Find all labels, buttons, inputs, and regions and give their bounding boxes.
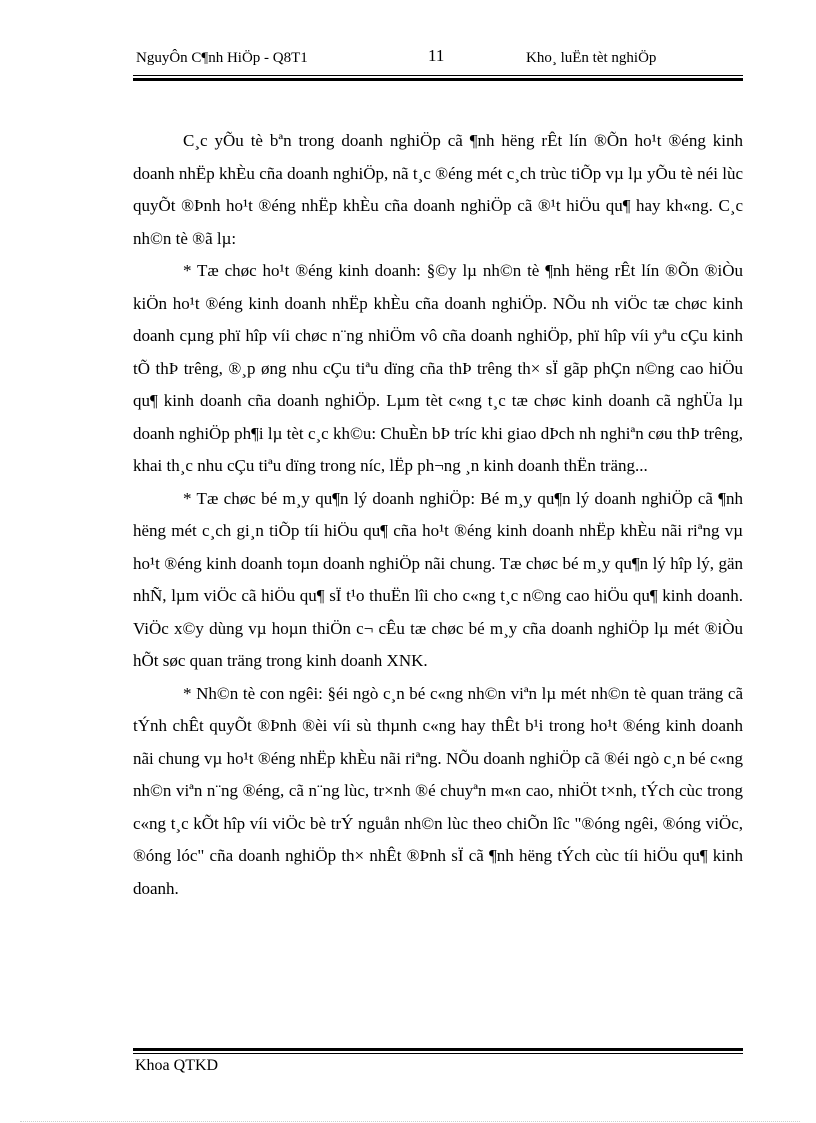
body-text xyxy=(133,125,743,905)
footer-rule-thick xyxy=(133,1048,743,1051)
header-doc-type: Kho¸ luËn tèt nghiÖp xyxy=(526,50,657,66)
page-header xyxy=(133,46,743,74)
header-author: NguyÔn C¶nh HiÖp - Q8T1 xyxy=(136,50,308,66)
page-edge xyxy=(20,1121,800,1122)
footer-rule-thin xyxy=(133,1053,743,1054)
header-rule-thin xyxy=(133,75,743,76)
footer-department: Khoa QTKD xyxy=(135,1057,219,1074)
paragraph-intro: C¸c yÕu tè bªn trong doanh nghiÖp cã ¶nh hëng rÊt lín ®Õn ho¹t ®éng kinh doanh nhËp khÈu cña doanh nghiÖp, nã t¸c ®éng mét c¸ch trùc tiÕp vµ lµ yÕu tè néi lùc quyÕt ®Þnh ho¹t ®éng nhËp khÈu cña doanh nghiÖp cã ®¹t hiÖu qu¶ hay kh«ng. C¸c nh©n tè ®ã lµ: xyxy=(133,131,743,248)
paragraph-business-organization: * Tæ chøc ho¹t ®éng kinh doanh: §©y lµ nh©n tè ¶nh hëng rÊt lín ®Õn ®iÒu kiÖn ho¹t ®éng kinh doanh nhËp khÈu cña doanh nghiÖp. NÕu nh viÖc tæ chøc kinh doanh cµng phï hîp víi chøc n¨ng nhiÖm vô cña doanh nghiÖp, phï hîp víi yªu cÇu kinh tÕ thÞ trêng, ®¸p øng nhu cÇu tiªu dïng cña thÞ trêng th× sÏ gãp phÇn n©ng cao hiÖu qu¶ kinh doanh cña doanh nghiÖp. Lµm tèt c«ng t¸c tæ chøc kinh doanh cã nghÜa lµ doanh nghiÖp ph¶i lµ tèt c¸c kh©u: ChuÈn bÞ tríc khi giao dÞch nh nghiªn cøu thÞ trêng, khai th¸c nhu cÇu tiªu dïng trong níc, lËp ph¬ng ¸n kinh doanh thËn träng... xyxy=(133,261,743,475)
paragraph-human-factor: * Nh©n tè con ngêi: §éi ngò c¸n bé c«ng nh©n viªn lµ mét nh©n tè quan träng cã tÝnh chÊt quyÕt ®Þnh ®èi víi sù thµnh c«ng hay thÊt b¹i trong ho¹t ®éng kinh doanh nãi chung vµ ho¹t ®éng nhËp khÈu nãi riªng. NÕu doanh nghiÖp cã ®éi ngò c¸n bé c«ng nh©n viªn n¨ng ®éng, cã n¨ng lùc, tr×nh ®é chuyªn m«n cao, nhiÖt t×nh, tÝch cùc trong c«ng t¸c kÕt hîp víi viÖc bè trÝ nguån nh©n lùc theo chiÕn lîc "®óng ngêi, ®óng viÖc, ®óng lóc" cña doanh nghiÖp th× nhÊt ®Þnh sÏ cã ¶nh hëng tÝch cùc tíi hiÖu qu¶ kinh doanh. xyxy=(133,683,743,898)
page-number: 11 xyxy=(428,46,445,65)
header-rule-thick xyxy=(133,78,743,81)
paragraph-management-structure: * Tæ chøc bé m¸y qu¶n lý doanh nghiÖp: Bé m¸y qu¶n lý doanh nghiÖp cã ¶nh hëng mét c¸ch gi¸n tiÕp tíi hiÖu qu¶ cña ho¹t ®éng kinh doanh nhËp khÈu nãi riªng vµ ho¹t ®éng kinh doanh toµn doanh nghiÖp nãi chung. Tæ chøc bé m¸y qu¶n lý hîp lý, gän nhÑ, lµm viÖc cã hiÖu qu¶ sÏ t¹o thuËn lîi cho c«ng t¸c n©ng cao hiÖu qu¶ kinh doanh. ViÖc x©y dùng vµ hoµn thiÖn c¬ cÊu tæ chøc bé m¸y cña doanh nghiÖp lµ mét ®iÒu hÕt søc quan träng trong kinh doanh XNK. xyxy=(133,488,743,670)
